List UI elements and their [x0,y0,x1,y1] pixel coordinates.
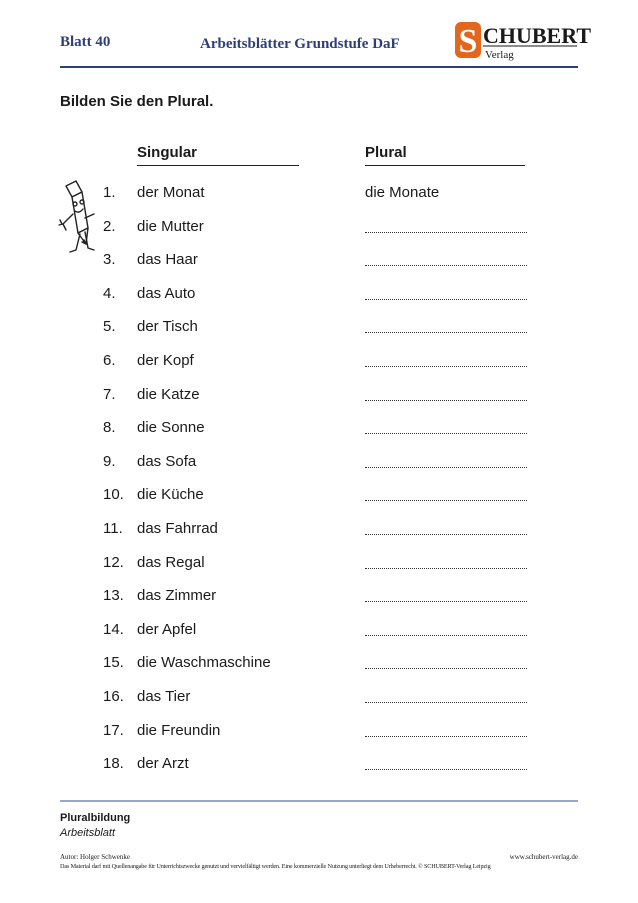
plural-answer: die Monate [365,184,440,201]
svg-text:S: S [458,23,478,60]
footer-title: Pluralbildung [60,812,131,824]
footer-divider [60,800,578,802]
exercise-row [0,587,638,609]
exercise-row [0,419,638,441]
singular-word: das Sofa [137,452,197,470]
plural-answer-blank[interactable] [365,419,527,434]
row-number: 8. [103,419,116,437]
column-header-singular: Singular [137,144,299,166]
instruction-heading: Bilden Sie den Plural. [60,93,214,110]
plural-answer-blank[interactable] [365,520,527,535]
exercise-row [0,654,638,676]
row-number: 3. [103,251,116,269]
row-number: 15. [103,654,124,672]
exercise-row [0,386,638,408]
plural-answer-blank[interactable] [365,453,527,468]
plural-answer-blank[interactable] [365,755,527,770]
row-number: 2. [103,217,116,235]
singular-word: das Fahrrad [137,520,218,537]
plural-answer-blank[interactable] [365,554,527,569]
exercise-row [0,688,638,710]
footer-subtitle: Arbeitsblatt [60,827,116,839]
row-number: 10. [103,486,124,504]
exercise-row [0,621,638,643]
svg-text:CHUBERT: CHUBERT [483,23,592,48]
exercise-row [0,251,638,273]
row-number: 11. [103,520,123,537]
header-divider [60,66,578,68]
exercise-row [0,755,638,777]
plural-answer-blank[interactable] [365,654,527,669]
exercise-row [0,218,638,240]
schubert-logo [455,16,592,62]
singular-word: der Kopf [137,352,194,369]
singular-word: der Apfel [137,620,197,638]
singular-word: das Auto [137,284,196,302]
sheet-label: Blatt 40 [60,34,111,50]
singular-word: die Sonne [137,419,205,437]
footer-copyright: Das Material darf mit Quellenangabe für Unterrichtszwecke genutzt und vervielfältigt werden. Eine kommerzielle Nutzung unterliegt dem Urheberrecht. © SCHUBERT-Verlag Leipzig [60,863,491,870]
singular-word: der Monat [137,184,205,201]
exercise-row [0,722,638,744]
singular-word: der Tisch [137,318,198,336]
plural-answer-blank[interactable] [365,218,527,233]
plural-answer-blank[interactable] [365,688,527,703]
row-number: 14. [103,620,124,638]
footer-author: Autor: Holger Schwenke [60,853,130,861]
plural-answer-blank[interactable] [365,722,527,737]
singular-word: die Küche [137,486,204,504]
page-header [0,0,638,72]
plural-answer-blank[interactable] [365,285,527,300]
singular-word: das Haar [137,251,198,269]
row-number: 6. [103,352,116,369]
row-number: 13. [103,587,124,605]
svg-text:Verlag: Verlag [485,49,514,61]
exercise-row [0,486,638,508]
singular-word: der Arzt [137,755,189,773]
singular-word: die Mutter [137,217,204,235]
plural-answer-blank[interactable] [365,386,527,401]
series-title: Arbeitsblätter Grundstufe DaF [200,36,400,52]
exercise-row [0,184,638,206]
row-number: 7. [103,385,116,403]
plural-answer-blank[interactable] [365,587,527,602]
footer-website: www.schubert-verlag.de [509,853,578,861]
row-number: 12. [103,553,124,571]
singular-word: das Tier [137,688,191,705]
plural-answer-blank[interactable] [365,486,527,501]
column-header-plural: Plural [365,144,525,166]
singular-word: die Freundin [137,721,221,739]
plural-answer-blank[interactable] [365,251,527,266]
row-number: 17. [103,721,124,739]
exercise-row [0,453,638,475]
exercise-row [0,352,638,374]
singular-word: das Regal [137,553,205,571]
plural-answer-blank[interactable] [365,318,527,333]
exercise-row [0,285,638,307]
row-number: 16. [103,688,124,705]
plural-answer-blank[interactable] [365,621,527,636]
row-number: 18. [103,755,124,773]
row-number: 1. [103,184,116,201]
exercise-row [0,520,638,542]
singular-word: die Katze [137,385,200,403]
row-number: 5. [103,318,116,336]
exercise-row [0,318,638,340]
row-number: 4. [103,284,116,302]
plural-answer-blank[interactable] [365,352,527,367]
singular-word: die Waschmaschine [137,654,271,672]
exercise-row [0,554,638,576]
singular-word: das Zimmer [137,587,217,605]
row-number: 9. [103,452,116,470]
